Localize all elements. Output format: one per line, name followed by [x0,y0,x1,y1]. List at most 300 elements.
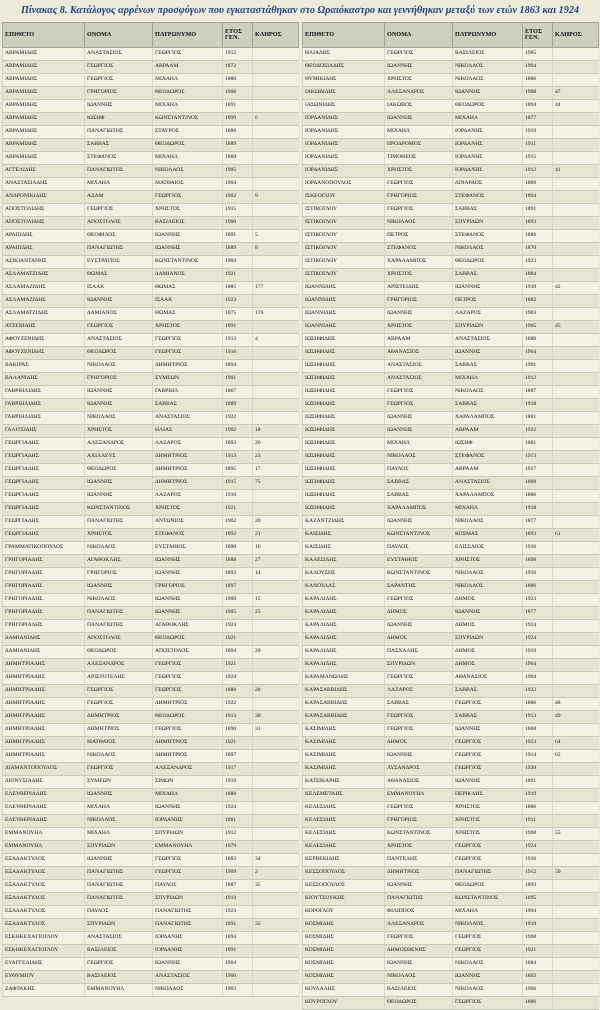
surname-cell: ΚΑΣΙΜΙΔΗΣ [303,724,385,737]
surname-cell: ΚΕΣΣΟΠΟΥΛΟΣ [303,867,385,880]
birth-year-cell: 1918 [523,399,553,412]
patronymic-cell: ΓΕΩΡΓΙΟΣ [153,347,223,360]
table-row [3,594,299,607]
patronymic-cell: ΔΗΜΗΤΡΙΟΣ [153,360,223,373]
plot-cell [553,490,599,503]
table-row [3,360,299,373]
patronymic-cell: ΓΕΩΡΓΙΟΣ [153,191,223,204]
plot-cell: 44 [553,100,599,113]
table-row [303,581,599,594]
name-cell: ΝΙΚΟΛΑΟΣ [385,217,453,230]
plot-cell [553,74,599,87]
surname-cell: ΙΩΣΗΦΙΔΗΣ [303,360,385,373]
name-cell: ΑΠΟΣΤΟΛΟΣ [85,633,153,646]
plot-cell: 26 [253,438,299,451]
table-row [303,178,599,191]
birth-year-cell: 1904 [223,178,253,191]
table-row [3,763,299,776]
name-cell: ΙΩΣΗΦ [85,113,153,126]
table-row [3,100,299,113]
patronymic-cell: ΓΕΩΡΓΙΟΣ [153,867,223,880]
table-row [303,685,599,698]
name-cell: ΘΕΟΔΩΡΟΣ [85,646,153,659]
plot-cell: 14 [253,568,299,581]
name-cell: ΓΕΩΡΓΙΟΣ [85,204,153,217]
plot-cell [553,607,599,620]
patronymic-cell: ΒΑΣΙΛΕΙΟΣ [153,217,223,230]
birth-year-cell: 1886 [523,230,553,243]
name-cell: ΓΕΩΡΓΙΟΣ [385,386,453,399]
table-row [3,750,299,763]
patronymic-cell: ΝΙΚΟΛΑΟΣ [453,919,523,932]
surname-cell: ΘΕΟΔΟΣΙΑΔΗΣ [303,61,385,74]
surname-cell: ΙΟΡΔΑΝΙΔΗΣ [303,152,385,165]
name-cell: ΓΕΩΡΓΙΟΣ [385,672,453,685]
surname-cell: ΓΡΑΜΜΑΤΙΚΟΠΟΥΛΟΣ [3,542,85,555]
plot-cell [253,763,299,776]
plot-cell: 50 [553,867,599,880]
patronymic-cell: ΑΝΑΣΤΑΣΙΟΣ [153,412,223,425]
plot-cell [253,204,299,217]
plot-cell [553,802,599,815]
surname-cell: ΑΠΟΣΤΟΛΙΔΗΣ [3,217,85,230]
patronymic-cell: ΙΟΡΔΑΝΗΣ [153,945,223,958]
plot-cell [253,620,299,633]
plot-cell [253,386,299,399]
table-row [3,984,299,997]
surname-cell: ΔΙΟΝΥΣΙΑΔΗΣ [3,776,85,789]
surname-cell: ΑΤΖΕΝΙΔΗΣ [3,321,85,334]
patronymic-cell: ΜΙΧΑΗΛ [453,906,523,919]
table-row [303,360,599,373]
surname-cell: ΕΞΑΔΑΚΤΥΛΟΣ [3,854,85,867]
surname-cell: ΓΡΗΓΟΡΙΑΔΗΣ [3,568,85,581]
birth-year-cell: 1902 [223,191,253,204]
patronymic-cell: ΙΟΡΔΑΝΗΣ [453,165,523,178]
birth-year-cell: 1923 [523,256,553,269]
name-cell: ΘΕΟΔΩΡΟΣ [85,464,153,477]
surname-cell: ΒΑΛΑΝΙΔΗΣ [3,373,85,386]
plot-cell [553,152,599,165]
plot-cell [253,373,299,386]
table-row [3,464,299,477]
patronymic-cell: ΑΛΕΞΑΝΔΡΟΣ [153,763,223,776]
birth-year-cell: 1902 [223,425,253,438]
surname-cell: ΚΟΥΡΟΓΛΟΥ [303,997,385,1010]
birth-year-cell: 1894 [223,932,253,945]
birth-year-cell: 1892 [223,529,253,542]
birth-year-cell: 1897 [223,750,253,763]
patronymic-cell: ΧΡΗΣΤΟΣ [153,204,223,217]
birth-year-cell: 1892 [523,971,553,984]
birth-year-cell: 1894 [223,360,253,373]
surname-cell: ΕΞΑΔΑΚΤΥΛΟΣ [3,867,85,880]
name-cell: ΓΕΩΡΓΙΟΣ [385,802,453,815]
birth-year-cell: 1893 [523,529,553,542]
name-cell: ΑΔΑΜ [85,191,153,204]
birth-year-cell: 1889 [223,399,253,412]
plot-cell [553,477,599,490]
table-row [303,230,599,243]
surname-cell: ΑΣΛΑΜΑΖΙΔΗΣ [3,282,85,295]
patronymic-cell: ΣΑΒΒΑΣ [453,204,523,217]
name-cell: ΧΡΗΣΤΟΣ [385,841,453,854]
name-cell: ΠΑΝΤΕΛΗΣ [385,854,453,867]
table-row [303,269,599,282]
table-row [303,399,599,412]
birth-year-cell: 1888 [223,789,253,802]
surname-cell: ΚΕΡΒΕΚΙΔΗΣ [303,854,385,867]
birth-year-cell: 1908 [523,87,553,100]
birth-year-cell: 1900 [223,971,253,984]
table-row [3,711,299,724]
surname-cell: ΙΩΣΗΦΙΔΗΣ [303,464,385,477]
plot-cell: 25 [253,607,299,620]
name-cell: ΧΡΗΣΤΟΣ [385,269,453,282]
surname-cell: ΓΑΒΡΙΗΛΙΔΗΣ [3,412,85,425]
patronymic-cell: ΝΙΚΟΛΑΟΣ [453,61,523,74]
birth-year-cell: 1894 [523,100,553,113]
name-cell: ΘΕΟΦΙΛΟΣ [85,230,153,243]
birth-year-cell: 1915 [523,152,553,165]
patronymic-cell: ΓΕΩΡΓΙΟΣ [153,685,223,698]
surname-cell: ΘΥΜΙΚΙΔΗΣ [303,74,385,87]
table-row [3,87,299,100]
surname-cell: ΓΑΛΙΤΣΙΔΗΣ [3,425,85,438]
surname-cell: ΙΟΡΔΑΝΙΔΗΣ [303,113,385,126]
header-birth-year: ΕΤΟΣ ΓΕΝ. [523,23,553,48]
birth-year-cell: 1867 [223,386,253,399]
plot-cell [553,347,599,360]
birth-year-cell: 1886 [523,74,553,87]
table-row [303,880,599,893]
name-cell: ΧΡΗΣΤΟΣ [85,529,153,542]
name-cell: ΜΙΧΑΗΛ [85,828,153,841]
patronymic-cell: ΘΕΟΔΩΡΟΣ [153,633,223,646]
plot-cell [253,74,299,87]
surname-cell: ΑΠΟΣΤΟΛΙΔΗΣ [3,204,85,217]
plot-cell [253,165,299,178]
birth-year-cell: 1904 [223,958,253,971]
table-row [3,113,299,126]
plot-cell [253,269,299,282]
surname-cell: ΑΒΡΑΜΙΔΗΣ [3,87,85,100]
patronymic-cell: ΓΕΩΡΓΙΟΣ [153,854,223,867]
birth-year-cell: 1913 [523,711,553,724]
plot-cell [553,399,599,412]
surname-cell: ΙΩΣΗΦΙΔΗΣ [303,425,385,438]
table-row [303,503,599,516]
name-cell: ΛΥΣΑΝΔΡΟΣ [385,763,453,776]
patronymic-cell: ΣΤΕΦΑΝΟΣ [453,230,523,243]
table-row [303,74,599,87]
table-row [3,672,299,685]
patronymic-cell: ΑΠΟΣΤΟΛΟΣ [153,646,223,659]
plot-cell [553,516,599,529]
table-row [3,607,299,620]
name-cell: ΠΡΟΔΡΟΜΟΣ [385,139,453,152]
table-row [3,165,299,178]
birth-year-cell: 1891 [223,919,253,932]
table-row [303,204,599,217]
birth-year-cell: 1890 [223,724,253,737]
table-row [303,971,599,984]
table-row [303,555,599,568]
name-cell: ΓΕΩΡΓΙΟΣ [385,399,453,412]
name-cell: ΓΕΩΡΓΙΟΣ [85,74,153,87]
name-cell: ΑΛΕΞΑΝΔΡΟΣ [385,87,453,100]
surname-cell: ΕΛΕΥΘΕΡΙΑΔΗΣ [3,815,85,828]
plot-cell [253,399,299,412]
birth-year-cell: 1894 [523,191,553,204]
name-cell: ΑΝΑΣΤΑΣΙΟΣ [85,932,153,945]
name-cell: ΠΑΣΧΑΛΗΣ [385,646,453,659]
table-row [303,815,599,828]
patronymic-cell: ΠΕΡΙΚΛΗΣ [453,789,523,802]
plot-cell [553,503,599,516]
name-cell: ΔΗΜΗΤΡΙΟΣ [85,724,153,737]
patronymic-cell: ΝΙΚΟΛΑΟΣ [453,984,523,997]
plot-cell [553,620,599,633]
surname-cell: ΙΣΤΙΚΟΓΛΟΥ [303,204,385,217]
surname-cell: ΚΟΣΜΙΔΗΣ [303,932,385,945]
name-cell: ΙΩΑΝΝΗΣ [385,880,453,893]
surname-cell: ΓΕΩΡΓΙΑΔΗΣ [3,529,85,542]
birth-year-cell: 1917 [223,763,253,776]
name-cell: ΙΩΑΝΝΗΣ [385,516,453,529]
plot-cell [253,815,299,828]
plot-cell [553,243,599,256]
plot-cell [553,776,599,789]
surname-cell: ΚΕΛΕΣΙΔΗΣ [303,841,385,854]
name-cell: ΘΕΟΔΩΡΟΣ [385,997,453,1010]
plot-cell [253,347,299,360]
patronymic-cell: ΓΕΩΡΓΙΟΣ [453,698,523,711]
birth-year-cell: 1921 [223,737,253,750]
surname-cell: ΚΕΛΕΜΕΤΑΗΣ [303,789,385,802]
name-cell: ΣΠΥΡΙΔΩΝ [85,919,153,932]
patronymic-cell: ΣΥΜΕΩΝ [153,373,223,386]
surname-cell: ΙΣΤΙΚΟΓΛΟΥ [303,217,385,230]
table-row [303,893,599,906]
name-cell: ΑΝΑΣΤΑΣΙΟΣ [385,373,453,386]
birth-year-cell: 1886 [523,997,553,1010]
birth-year-cell: 1891 [223,945,253,958]
plot-cell [553,48,599,61]
birth-year-cell: 1918 [523,503,553,516]
plot-cell [253,126,299,139]
header-birth-year: ΕΤΟΣ ΓΕΝ. [223,23,253,48]
surname-cell: ΑΒΡΑΜΙΔΗΣ [3,139,85,152]
plot-cell [253,906,299,919]
birth-year-cell: 1877 [523,516,553,529]
birth-year-cell: 1917 [523,464,553,477]
name-cell: ΝΙΚΟΛΑΟΣ [85,412,153,425]
surname-cell: ΚΑΙΣΙΔΗΣ [303,542,385,555]
name-cell: ΛΑΖΑΡΟΣ [385,685,453,698]
surname-cell: ΙΟΡΔΑΝΙΔΗΣ [303,139,385,152]
patronymic-cell: ΔΗΜΟΣ [453,594,523,607]
plot-cell [553,386,599,399]
surname-cell: ΚΑΤΣΙΚΑΡΗΣ [303,776,385,789]
birth-year-cell: 1891 [523,776,553,789]
plot-cell: 21 [253,529,299,542]
birth-year-cell: 1893 [523,217,553,230]
plot-cell: 30 [253,711,299,724]
surname-cell: ΕΞΑΔΑΚΤΥΛΟΣ [3,906,85,919]
plot-cell: 64 [553,737,599,750]
plot-cell [553,841,599,854]
plot-cell [553,451,599,464]
table-row [303,854,599,867]
plot-cell: 6 [253,113,299,126]
patronymic-cell: ΕΜΜΑΝΟΥΗΛ [153,841,223,854]
plot-cell: 9 [253,191,299,204]
table-row [3,893,299,906]
birth-year-cell: 1891 [223,321,253,334]
birth-year-cell: 1889 [223,139,253,152]
plot-cell [253,893,299,906]
birth-year-cell: 1903 [223,984,253,997]
name-cell: ΙΩΑΝΝΗΣ [85,581,153,594]
birth-year-cell: 1924 [223,620,253,633]
patronymic-cell: ΙΩΑΝΝΗΣ [453,87,523,100]
table-row [303,516,599,529]
surname-cell: ΙΩΑΝΝΙΔΗΣ [303,308,385,321]
table-row [303,672,599,685]
birth-year-cell: 1905 [223,607,253,620]
surname-cell: ΓΕΩΡΓΙΑΔΗΣ [3,451,85,464]
plot-cell [553,581,599,594]
table-row [3,568,299,581]
patronymic-cell: ΙΩΑΝΝΗΣ [453,724,523,737]
patronymic-cell: ΘΕΟΔΩΡΟΣ [453,100,523,113]
table-row [303,373,599,386]
table-row [3,529,299,542]
birth-year-cell: 1908 [523,828,553,841]
birth-year-cell: 1889 [223,243,253,256]
name-cell: ΔΗΜΟΣ [385,633,453,646]
patronymic-cell: ΣΤΕΦΑΝΟΣ [453,451,523,464]
plot-cell [553,984,599,997]
patronymic-cell: ΣΠΥΡΙΔΩΝ [453,217,523,230]
patronymic-cell: ΘΕΟΔΩΡΟΣ [153,87,223,100]
name-cell: ΚΩΝΣΤΑΝΤΙΝΟΣ [385,568,453,581]
patronymic-cell: ΓΕΩΡΓΙΟΣ [453,737,523,750]
birth-year-cell: 1921 [523,945,553,958]
table-row [303,763,599,776]
plot-cell [253,789,299,802]
surname-cell: ΑΒΡΑΜΙΔΗΣ [3,113,85,126]
surname-cell: ΕΥΘΥΜΙΟΥ [3,971,85,984]
plot-cell [253,256,299,269]
surname-cell: ΔΑΜΙΑΝΙΔΗΣ [3,633,85,646]
name-cell: ΙΩΑΝΝΗΣ [385,412,453,425]
birth-year-cell: 1922 [223,698,253,711]
table-row [303,568,599,581]
surname-cell: ΓΕΩΡΓΙΑΔΗΣ [3,464,85,477]
plot-cell [553,893,599,906]
patronymic-cell: ΘΕΟΔΩΡΟΣ [153,711,223,724]
surname-cell: ΚΟΡΟΓΛΟΥ [303,906,385,919]
name-cell: ΝΙΚΟΛΑΟΣ [385,971,453,984]
plot-cell: 75 [253,477,299,490]
surname-cell: ΕΥΑΓΓΕΛΙΔΗΣ [3,958,85,971]
plot-cell [253,828,299,841]
birth-year-cell: 1924 [523,841,553,854]
surname-cell: ΔΗΜΗΤΡΙΑΔΗΣ [3,698,85,711]
patronymic-cell: ΙΩΑΝΝΗΣ [153,607,223,620]
patronymic-cell: ΙΩΑΝΝΗΣ [453,282,523,295]
patronymic-cell: ΜΙΧΑΗΛ [153,789,223,802]
birth-year-cell: 1916 [523,542,553,555]
patronymic-cell: ΙΩΑΝΝΗΣ [453,607,523,620]
patronymic-cell: ΙΟΡΔΑΝΗΣ [453,126,523,139]
table-row [303,724,599,737]
plot-cell: 15 [253,594,299,607]
plot-cell [553,997,599,1010]
name-cell: ΙΩΑΝΝΗΣ [85,100,153,113]
patronymic-cell: ΧΡΗΣΤΟΣ [453,802,523,815]
name-cell: ΓΕΩΡΓΙΟΣ [385,711,453,724]
patronymic-cell: ΜΙΧΑΗΛ [153,74,223,87]
name-cell: ΣΑΒΒΑΣ [385,490,453,503]
surname-cell: ΚΑΡΑΜΑΝΩΛΗΣ [303,672,385,685]
patronymic-cell: ΣΠΥΡΙΔΩΝ [453,633,523,646]
surname-cell: ΔΗΜΗΤΡΙΑΔΗΣ [3,737,85,750]
birth-year-cell: 1920 [523,763,553,776]
table-row [303,867,599,880]
birth-year-cell: 1880 [523,334,553,347]
plot-cell [553,204,599,217]
register-table-right [302,22,599,1010]
table-row [303,607,599,620]
birth-year-cell: 1923 [523,737,553,750]
birth-year-cell: 1912 [223,48,253,61]
birth-year-cell: 1911 [523,139,553,152]
table-row [303,282,599,295]
table-row [303,113,599,126]
name-cell: ΔΗΜΗΤΡΙΟΣ [85,711,153,724]
patronymic-cell: ΓΕΩΡΓΙΟΣ [453,945,523,958]
plot-cell [553,542,599,555]
birth-year-cell: 1881 [523,438,553,451]
name-cell: ΣΑΒΒΑΣ [85,139,153,152]
patronymic-cell: ΚΩΝΣΤΑΝΤΙΝΟΣ [453,893,523,906]
table-row [3,269,299,282]
birth-year-cell: 1898 [523,555,553,568]
surname-cell: ΗΛΙΑΔΗΣ [303,48,385,61]
table-row [3,620,299,633]
patronymic-cell: ΜΙΧΑΗΛ [453,113,523,126]
birth-year-cell: 1923 [223,295,253,308]
name-cell: ΜΙΧΑΗΛ [85,802,153,815]
patronymic-cell: ΣΤΕΦΑΝΟΣ [153,529,223,542]
name-cell: ΠΕΤΡΟΣ [385,230,453,243]
birth-year-cell: 1919 [523,126,553,139]
plot-cell [553,295,599,308]
name-cell: ΕΜΜΑΝΟΥΗΛ [385,789,453,802]
surname-cell: ΑΓΓΕΛΙΔΗΣ [3,165,85,178]
patronymic-cell: ΔΗΜΗΤΡΙΟΣ [153,737,223,750]
birth-year-cell: 1886 [523,490,553,503]
surname-cell: ΙΩΣΗΦΙΔΗΣ [303,334,385,347]
plot-cell [253,178,299,191]
plot-cell [553,906,599,919]
plot-cell [253,100,299,113]
plot-cell [553,191,599,204]
plot-cell [553,724,599,737]
